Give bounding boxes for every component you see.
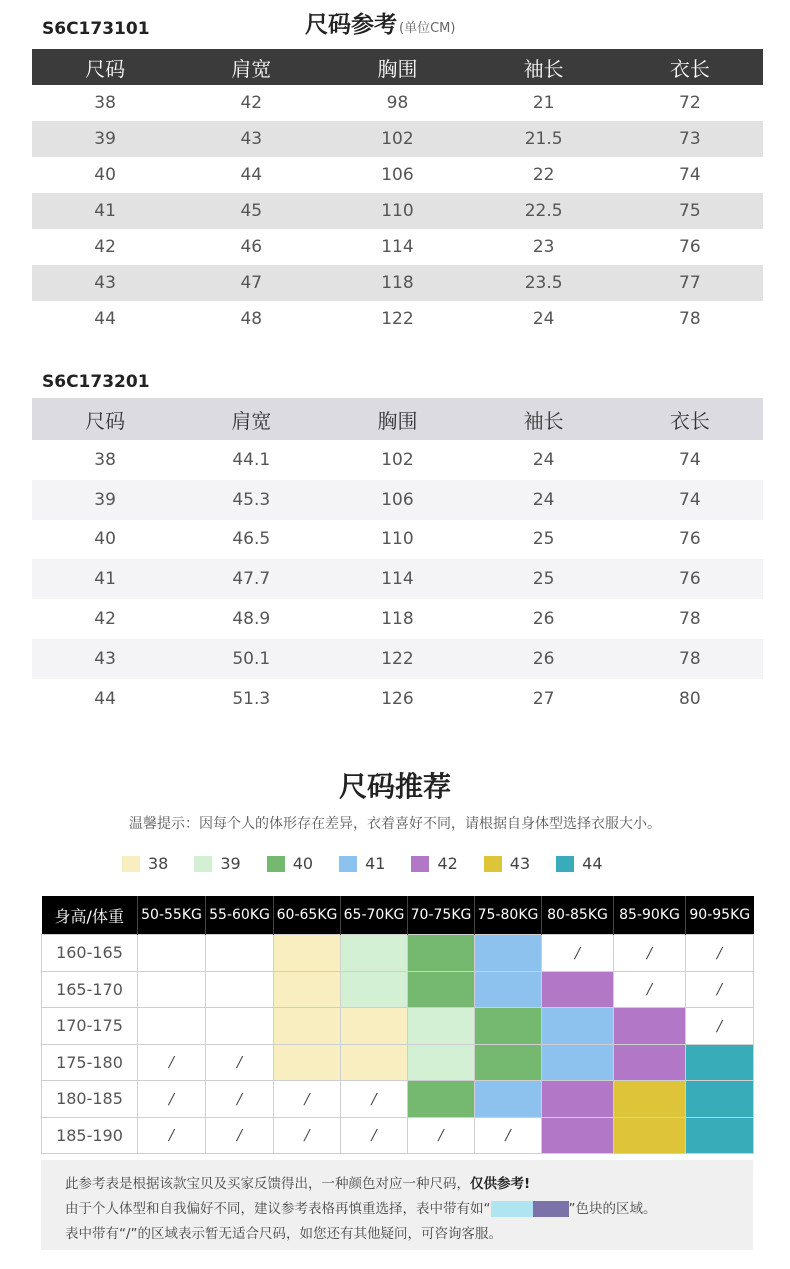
table1-cell: 44 [32, 301, 178, 337]
rec-cell-size-38 [341, 1008, 408, 1045]
rec-cell-size-42 [542, 1081, 614, 1118]
rec-cell-size-40 [408, 1081, 475, 1118]
table2-cell: 41 [32, 559, 178, 599]
legend-label: 41 [365, 854, 386, 873]
table1-cell: 77 [617, 265, 763, 301]
legend-swatch [411, 856, 429, 872]
table2-cell: 78 [617, 639, 763, 679]
table2-cell: 118 [324, 599, 470, 639]
table1-cell: 110 [324, 193, 470, 229]
table1-header-cell: 衣长 [617, 49, 763, 85]
note-line1-text: 此参考表是根据该款宝贝及买家反馈得出，一种颜色对应一种尺码， [65, 1176, 470, 1192]
recommend-tip: 温馨提示：因每个人的体形存在差异，衣着喜好不同，请根据自身体型选择衣服大小。 [129, 816, 661, 832]
table1-cell: 24 [471, 301, 617, 337]
table2-cell: 25 [471, 520, 617, 560]
rec-height-label: 175-180 [42, 1044, 138, 1081]
table2-cell: 42 [32, 599, 178, 639]
legend-item [267, 854, 313, 873]
rec-weight-header: 80-85KG [542, 896, 614, 935]
size-table-1 [32, 49, 763, 337]
rec-cell-size-41 [475, 1081, 542, 1118]
rec-cell-unavailable: / [206, 1117, 274, 1154]
table2-cell: 26 [471, 599, 617, 639]
table2-cell: 47.7 [178, 559, 324, 599]
legend-swatch [484, 856, 502, 872]
rec-cell-unavailable: / [206, 1081, 274, 1118]
rec-cell-size-42 [542, 971, 614, 1008]
rec-cell-unavailable: / [614, 971, 686, 1008]
table1-header-cell: 尺码 [32, 49, 178, 85]
table-row [32, 301, 763, 337]
rec-cell-unavailable: / [138, 1117, 206, 1154]
note-line2-suffix: ”色块的区域。 [568, 1201, 657, 1217]
table-row [32, 639, 763, 679]
table-row [32, 157, 763, 193]
table-row [32, 193, 763, 229]
table2-cell: 102 [324, 440, 470, 480]
rec-cell-size-42 [614, 1044, 686, 1081]
table1-cell: 72 [617, 85, 763, 121]
rec-cell-size-42 [542, 1117, 614, 1154]
rec-cell-size-44 [686, 1081, 754, 1118]
table1-header-cell: 肩宽 [178, 49, 324, 85]
legend-label: 40 [292, 854, 314, 873]
table-row [32, 599, 763, 639]
rec-cell-size-40 [475, 1044, 542, 1081]
rec-height-label: 180-185 [42, 1081, 138, 1118]
rec-weight-header: 65-70KG [341, 896, 408, 935]
size-table-2 [32, 398, 763, 719]
table1-cell: 41 [32, 193, 178, 229]
rec-cell-size-38 [341, 1044, 408, 1081]
rec-cell-size-42 [614, 1008, 686, 1045]
table2-cell: 24 [471, 440, 617, 480]
rec-row [42, 1117, 754, 1154]
table1-cell: 42 [32, 229, 178, 265]
table-row [32, 440, 763, 480]
note-swatch-light [491, 1201, 533, 1217]
rec-cell-size-43 [614, 1081, 686, 1118]
rec-cell-size-41 [475, 935, 542, 972]
note-line-2 [65, 1197, 657, 1217]
rec-cell-unavailable: / [475, 1117, 542, 1154]
table1-cell: 45 [178, 193, 324, 229]
legend-item [339, 854, 385, 873]
rec-cell-size-41 [542, 1044, 614, 1081]
rec-cell-unavailable: / [614, 935, 686, 972]
rec-cell-unavailable: / [686, 935, 754, 972]
table1-cell: 39 [32, 121, 178, 157]
table1-cell: 42 [178, 85, 324, 121]
note-box [41, 1160, 753, 1250]
rec-cell-size-39 [341, 935, 408, 972]
table2-cell: 46.5 [178, 520, 324, 560]
table1-cell: 21.5 [471, 121, 617, 157]
rec-cell-unavailable: / [542, 935, 614, 972]
table2-cell: 38 [32, 440, 178, 480]
note-swatch-dark [533, 1201, 569, 1217]
rec-height-label: 160-165 [42, 935, 138, 972]
rec-height-label: 185-190 [42, 1117, 138, 1154]
note-line2-prefix: 由于个人体型和自我偏好不同，建议参考表格再慎重选择，表中带有如“ [65, 1201, 491, 1217]
table1-header-cell: 袖长 [471, 49, 617, 85]
legend-swatch [122, 856, 140, 872]
rec-cell-size-40 [408, 935, 475, 972]
legend-item [194, 854, 240, 873]
table2-cell: 24 [471, 480, 617, 520]
table2-header-cell: 袖长 [471, 398, 617, 440]
rec-height-label: 165-170 [42, 971, 138, 1008]
table2-cell: 40 [32, 520, 178, 560]
recommend-title: 尺码推荐 [338, 770, 451, 803]
rec-row [42, 1008, 754, 1045]
table2-cell: 76 [617, 520, 763, 560]
rec-cell-unavailable: / [341, 1081, 408, 1118]
table1-cell: 106 [324, 157, 470, 193]
rec-cell-unavailable: / [274, 1117, 341, 1154]
table2-cell: 74 [617, 480, 763, 520]
table1-title [305, 6, 455, 39]
rec-cell-size-43 [614, 1117, 686, 1154]
rec-cell-size-38 [274, 935, 341, 972]
rec-cell-unavailable: / [341, 1117, 408, 1154]
legend-item [484, 854, 530, 873]
table1-cell: 21 [471, 85, 617, 121]
rec-cell [206, 1008, 274, 1045]
rec-cell-unavailable: / [686, 1008, 754, 1045]
rec-cell-size-41 [475, 971, 542, 1008]
rec-corner-header: 身高/体重 [42, 896, 138, 935]
table1-cell: 122 [324, 301, 470, 337]
table-row [32, 520, 763, 560]
table1-cell: 23.5 [471, 265, 617, 301]
rec-cell [206, 935, 274, 972]
table-row [32, 121, 763, 157]
rec-row [42, 971, 754, 1008]
rec-cell-size-44 [686, 1117, 754, 1154]
table2-cell: 50.1 [178, 639, 324, 679]
rec-cell-size-40 [475, 1008, 542, 1045]
table2-cell: 39 [32, 480, 178, 520]
table1-cell: 114 [324, 229, 470, 265]
table2-cell: 76 [617, 559, 763, 599]
table2-cell: 44 [32, 679, 178, 719]
rec-cell-unavailable: / [408, 1117, 475, 1154]
table1-cell: 22 [471, 157, 617, 193]
table2-code: S6C173201 [42, 372, 150, 392]
table2-header-cell: 肩宽 [178, 398, 324, 440]
legend-item [122, 854, 168, 873]
rec-row [42, 935, 754, 972]
size-legend [122, 854, 629, 873]
table1-unit: (单位CM) [399, 21, 456, 36]
table1-cell: 40 [32, 157, 178, 193]
table2-header-cell: 衣长 [617, 398, 763, 440]
rec-cell [138, 971, 206, 1008]
table-row [32, 85, 763, 121]
table1-cell: 38 [32, 85, 178, 121]
table2-cell: 48.9 [178, 599, 324, 639]
rec-cell [206, 971, 274, 1008]
rec-cell-size-38 [274, 1008, 341, 1045]
table2-cell: 51.3 [178, 679, 324, 719]
legend-swatch [267, 856, 285, 872]
table2-cell: 114 [324, 559, 470, 599]
rec-cell-size-40 [408, 971, 475, 1008]
table2-cell: 43 [32, 639, 178, 679]
rec-cell-unavailable: / [274, 1081, 341, 1118]
rec-cell-size-39 [408, 1044, 475, 1081]
rec-row [42, 1044, 754, 1081]
rec-row [42, 1081, 754, 1118]
table1-cell: 75 [617, 193, 763, 229]
table1-cell: 22.5 [471, 193, 617, 229]
table2-cell: 27 [471, 679, 617, 719]
note-line1-bold: 仅供参考! [470, 1176, 531, 1192]
table1-cell: 43 [178, 121, 324, 157]
table-row [32, 265, 763, 301]
rec-cell-size-38 [274, 971, 341, 1008]
rec-cell-size-39 [408, 1008, 475, 1045]
rec-cell [138, 935, 206, 972]
rec-height-label: 170-175 [42, 1008, 138, 1045]
rec-weight-header: 50-55KG [138, 896, 206, 935]
table1-cell: 98 [324, 85, 470, 121]
rec-cell-unavailable: / [206, 1044, 274, 1081]
table2-header-cell: 胸围 [324, 398, 470, 440]
table2-cell: 126 [324, 679, 470, 719]
table2-cell: 110 [324, 520, 470, 560]
rec-weight-header: 85-90KG [614, 896, 686, 935]
legend-item [556, 854, 602, 873]
table2-cell: 80 [617, 679, 763, 719]
table2-cell: 25 [471, 559, 617, 599]
rec-cell-unavailable: / [138, 1044, 206, 1081]
rec-cell-size-38 [274, 1044, 341, 1081]
legend-label: 38 [148, 854, 169, 873]
legend-swatch [194, 856, 212, 872]
legend-label: 42 [437, 854, 458, 873]
legend-item [411, 854, 457, 873]
table2-cell: 26 [471, 639, 617, 679]
note-line-1 [65, 1172, 530, 1192]
table-row [32, 679, 763, 719]
legend-label: 44 [582, 854, 603, 873]
table2-cell: 44.1 [178, 440, 324, 480]
table1-cell: 48 [178, 301, 324, 337]
legend-swatch [339, 856, 357, 872]
table2-cell: 122 [324, 639, 470, 679]
rec-cell-size-41 [542, 1008, 614, 1045]
table1-code: S6C173101 [42, 19, 150, 39]
table2-cell: 78 [617, 599, 763, 639]
legend-label: 43 [509, 854, 531, 873]
rec-weight-header: 75-80KG [475, 896, 542, 935]
table-row [32, 480, 763, 520]
rec-cell-size-39 [341, 971, 408, 1008]
table1-cell: 74 [617, 157, 763, 193]
table1-header-cell: 胸围 [324, 49, 470, 85]
rec-cell-unavailable: / [686, 971, 754, 1008]
table1-cell: 118 [324, 265, 470, 301]
rec-cell [138, 1008, 206, 1045]
table1-title-text: 尺码参考 [305, 12, 397, 38]
rec-weight-header: 70-75KG [408, 896, 475, 935]
table1-cell: 44 [178, 157, 324, 193]
table1-cell: 23 [471, 229, 617, 265]
table-row [32, 559, 763, 599]
table1-cell: 47 [178, 265, 324, 301]
table1-cell: 43 [32, 265, 178, 301]
note-line-3: 表中带有“/”的区域表示暂无适合尺码，如您还有其他疑问，可咨询客服。 [65, 1226, 503, 1242]
rec-weight-header: 60-65KG [274, 896, 341, 935]
rec-cell-size-44 [686, 1044, 754, 1081]
table2-cell: 106 [324, 480, 470, 520]
table1-cell: 73 [617, 121, 763, 157]
table1-cell: 76 [617, 229, 763, 265]
rec-weight-header: 55-60KG [206, 896, 274, 935]
rec-weight-header: 90-95KG [686, 896, 754, 935]
table2-header-cell: 尺码 [32, 398, 178, 440]
table1-cell: 78 [617, 301, 763, 337]
table2-cell: 45.3 [178, 480, 324, 520]
table1-cell: 46 [178, 229, 324, 265]
legend-label: 39 [220, 854, 241, 873]
recommend-table [41, 896, 754, 1154]
table1-cell: 102 [324, 121, 470, 157]
legend-swatch [556, 856, 574, 872]
rec-cell-unavailable: / [138, 1081, 206, 1118]
table2-cell: 74 [617, 440, 763, 480]
table-row [32, 229, 763, 265]
